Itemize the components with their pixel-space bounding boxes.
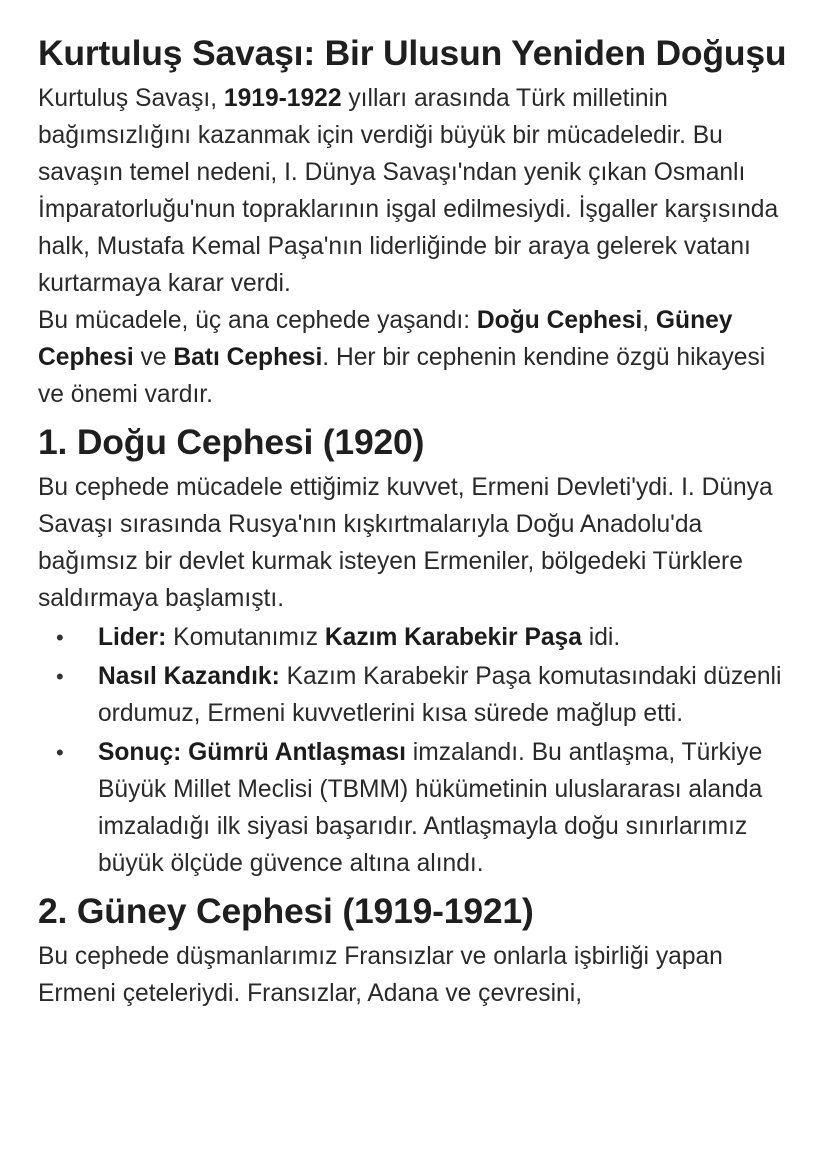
intro-text: . Her bir cephenin kendine özgü hikayesi ve önemi vardır. [38, 344, 766, 408]
bullet-icon: • [56, 740, 64, 765]
bullet-icon: • [56, 664, 64, 689]
bullet-text: Komutanımız [166, 624, 325, 651]
page-title: Kurtuluş Savaşı: Bir Ulusun Yeniden Doğuşu [38, 33, 787, 73]
intro-paragraph-1 [38, 80, 794, 302]
bullet-text: Kazım Karabekir Paşa komutasındaki düzenli ordumuz, Ermeni kuvvetlerini kısa sürede mağlup etti. [98, 663, 782, 727]
front-east: Doğu Cephesi [476, 307, 643, 334]
intro-text: yılları arasında Türk milletinin bağımsızlığını kazanmak için verdiği büyük bir mücadeledir. Bu savaşın temel nedeni, I. Dünya Savaşı'ndan yenik çıkan Osmanlı İmparatorluğu'nun topraklarının işgal edilmesiydi. İşgaller karşısında halk, Mustafa Kemal Paşa'nın liderliğinde bir araya gelerek vatanı kurtarmaya karar verdi. [38, 85, 779, 297]
intro-text: , [642, 307, 656, 334]
section-heading-south: 2. Güney Cephesi (1919-1921) [38, 891, 534, 931]
bullet-text: idi. [581, 624, 621, 651]
bullet-label: Lider: [98, 624, 167, 651]
section-heading-east: 1. Doğu Cephesi (1920) [38, 422, 425, 462]
bullet-label: Sonuç: Gümrü Antlaşması [98, 739, 406, 766]
intro-paragraph-2 [38, 302, 794, 413]
front-south: Güney Cephesi [38, 307, 733, 371]
bullet-label: Nasıl Kazandık: [98, 663, 280, 690]
section-paragraph-south: Bu cephede düşmanlarımız Fransızlar ve onlarla işbirliği yapan Ermeni çeteleriydi. Fransızlar, Adana ve çevresini, [38, 943, 723, 1007]
bullet-bold: Kazım Karabekir Paşa [324, 624, 582, 651]
list-item [38, 734, 794, 882]
bullet-icon: • [56, 625, 64, 650]
bullet-list-east [38, 619, 794, 882]
front-west: Batı Cephesi [173, 344, 323, 371]
bullet-text: imzalandı. Bu antlaşma, Türkiye Büyük Millet Meclisi (TBMM) hükümetinin uluslararası alanda imzaladığı ilk siyasi başarıdır. Antlaşmayla doğu sınırlarımız büyük ölçüde güvence altına alındı. [98, 739, 763, 877]
list-item [38, 619, 794, 656]
section-paragraph-east: Bu cephede mücadele ettiğimiz kuvvet, Ermeni Devleti'ydi. I. Dünya Savaşı sırasında Rusya'nın kışkırtmalarıyla Doğu Anadolu'da bağımsız bir devlet kurmak isteyen Ermeniler, bölgedeki Türklere saldırmaya başlamıştı. [38, 474, 773, 612]
intro-text: Bu mücadele, üç ana cephede yaşandı: [38, 307, 477, 334]
list-item [38, 658, 794, 732]
intro-years: 1919-1922 [223, 85, 342, 112]
intro-text: Kurtuluş Savaşı, [38, 85, 224, 112]
intro-text: ve [133, 344, 174, 371]
